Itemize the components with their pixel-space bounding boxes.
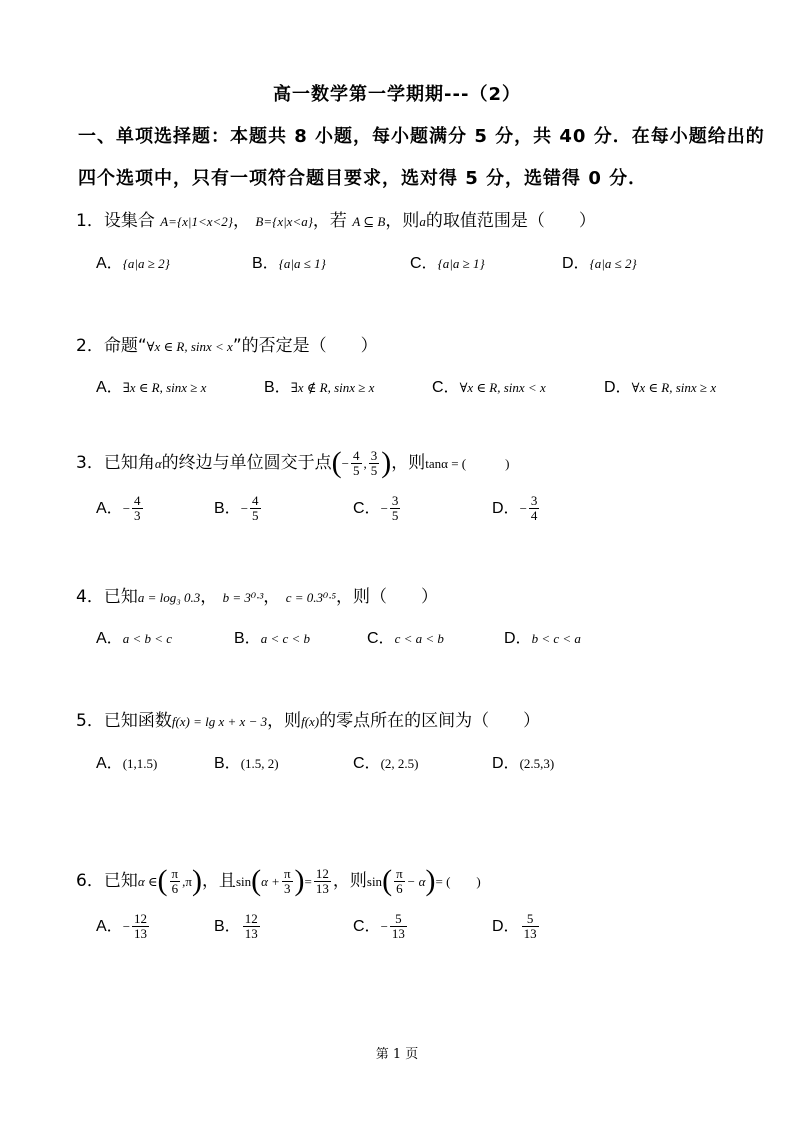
option-5c[interactable]: C．(2, 2.5) <box>353 755 419 772</box>
question-6: 6．已知α ∈( $\frac{\pi}{6}$ ,π)，且sin(α + $\frac{\pi}{3}$ )= $\frac{12}{13}$ ，则sin( $\frac{\pi}{6}$ − α)= ( ) <box>76 864 481 897</box>
fraction: $\frac{4}{5}$ <box>252 493 259 523</box>
set-b: B={x|x<a} <box>255 214 313 229</box>
option-3d[interactable]: D．− $\frac{3}{4}$ <box>492 493 538 523</box>
option-2c[interactable]: C．∀x ∈ R, sinx < x <box>432 379 546 396</box>
option-1d[interactable]: D．{a|a ≤ 2} <box>562 255 637 272</box>
fraction: $\frac{4}{5}$ <box>353 447 360 478</box>
question-number: 5． <box>76 711 104 731</box>
question-4: 4．已知a = log₃ 0.3， b = 3⁰·³， c = 0.3⁰·⁵，则（ ） <box>76 587 438 607</box>
option-3b[interactable]: B．− $\frac{4}{5}$ <box>214 493 259 523</box>
option-6c[interactable]: C．− $\frac{5}{13}$ <box>353 911 405 941</box>
question-number: 6． <box>76 871 104 891</box>
option-5a[interactable]: A．(1,1.5) <box>96 755 158 772</box>
question-number: 1． <box>76 211 104 231</box>
function-definition: f(x) = lg x + x − 3 <box>171 714 268 729</box>
tan-question: tanα = ( ) <box>425 456 510 471</box>
option-4c[interactable]: C．c < a < b <box>367 630 444 647</box>
question-3: 3．已知角α的终边与单位圆交于点(− $\frac{4}{5}$ , $\frac{3}{5}$ )，则tanα = ( ) <box>76 446 510 479</box>
fraction: $\frac{4}{3}$ <box>134 493 141 523</box>
page-title: 高一数学第一学期期---（2） <box>273 84 521 105</box>
option-6d[interactable]: D． $\frac{5}{13}$ <box>492 911 537 941</box>
option-6b[interactable]: B． $\frac{12}{13}$ <box>214 911 258 941</box>
option-5d[interactable]: D．(2.5,3) <box>492 755 555 772</box>
option-3a[interactable]: A．− $\frac{4}{3}$ <box>96 493 141 523</box>
question-number: 4． <box>76 587 104 607</box>
fraction: $\frac{\pi}{6}$ <box>396 865 403 896</box>
value-b: b = 3⁰·³ <box>222 590 264 605</box>
fraction: $\frac{5}{13}$ <box>523 911 537 941</box>
option-5b[interactable]: B．(1.5, 2) <box>214 755 279 772</box>
value-c: c = 0.3⁰·⁵ <box>285 590 336 605</box>
question-1: 1．设集合 A={x|1<x<2}， B={x|x<a}，若 A ⊆ B，则a的取值范围是（ ） <box>76 211 596 231</box>
page-number: 第 1 页 <box>375 1047 419 1062</box>
option-4a[interactable]: A．a < b < c <box>96 630 173 647</box>
fraction: $\frac{3}{5}$ <box>391 493 399 523</box>
fraction: $\frac{\pi}{3}$ <box>283 865 291 896</box>
fraction: $\frac{3}{4}$ <box>530 493 538 523</box>
fraction: $\frac{3}{5}$ <box>370 447 378 478</box>
option-2b[interactable]: B．∃x ∉ R, sinx ≥ x <box>264 379 375 396</box>
option-3c[interactable]: C．− $\frac{3}{5}$ <box>353 493 399 523</box>
option-6a[interactable]: A．− $\frac{12}{13}$ <box>96 911 148 941</box>
option-4b[interactable]: B．a < c < b <box>234 630 311 647</box>
proposition: ∀x ∈ R, sinx < x <box>146 339 233 354</box>
question-number: 2． <box>76 336 104 356</box>
option-1c[interactable]: C．{a|a ≥ 1} <box>410 255 485 272</box>
set-a: A={x|1<x<2} <box>160 214 234 229</box>
question-5: 5．已知函数f(x) = lg x + x − 3，则f(x)的零点所在的区间为（ ） <box>76 711 541 731</box>
question-2: 2．命题“∀x ∈ R, sinx < x”的否定是（ ） <box>76 336 378 356</box>
option-1a[interactable]: A．{a|a ≥ 2} <box>96 255 170 272</box>
fraction: $\frac{\pi}{6}$ <box>171 865 179 896</box>
fraction: $\frac{12}{13}$ <box>244 911 258 941</box>
option-2d[interactable]: D．∀x ∈ R, sinx ≥ x <box>604 379 717 396</box>
section-instructions-line2: 四个选项中，只有一项符合题目要求，选对得 5 分，选错得 0 分． <box>78 168 648 189</box>
option-2a[interactable]: A．∃x ∈ R, sinx ≥ x <box>96 379 207 396</box>
question-number: 3． <box>76 453 104 473</box>
option-4d[interactable]: D．b < c < a <box>504 630 581 647</box>
option-1b[interactable]: B．{a|a ≤ 1} <box>252 255 326 272</box>
section-instructions-line1: 一、单项选择题：本题共 8 小题，每小题满分 5 分，共 40 分．在每小题给出的 <box>78 126 765 147</box>
fraction: $\frac{12}{13}$ <box>134 911 148 941</box>
fraction: $\frac{12}{13}$ <box>315 865 329 896</box>
value-a: a = log₃ 0.3 <box>137 590 201 605</box>
subset-condition: A ⊆ B <box>352 214 386 229</box>
fraction: $\frac{5}{13}$ <box>391 911 405 941</box>
